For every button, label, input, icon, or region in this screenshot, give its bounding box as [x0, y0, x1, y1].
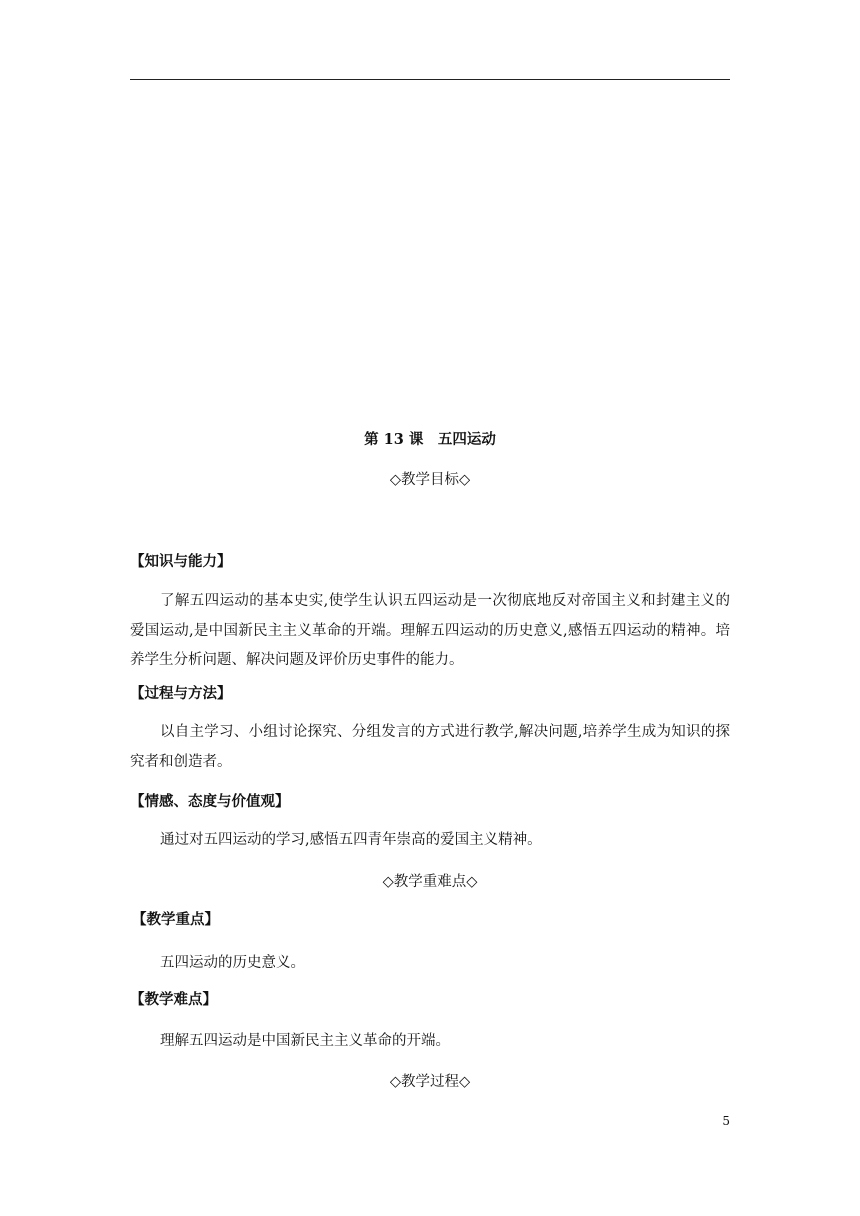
process-method-heading: 【过程与方法】 — [130, 685, 232, 702]
key-point-text: 五四运动的历史意义。 — [160, 955, 305, 971]
knowledge-ability-heading: 【知识与能力】 — [130, 553, 232, 570]
difficult-point-heading: 【教学难点】 — [130, 991, 217, 1008]
section-heading-process: ◇教学过程◇ — [389, 1074, 471, 1090]
section-heading-key-points: ◇教学重难点◇ — [382, 874, 478, 890]
emotion-values-heading: 【情感、态度与价值观】 — [130, 793, 290, 810]
key-point-heading: 【教学重点】 — [132, 911, 219, 928]
lesson-title: 第 13 课 五四运动 — [364, 431, 496, 448]
section-heading-objectives: ◇教学目标◇ — [389, 472, 471, 488]
header-rule — [130, 79, 730, 80]
difficult-point-text: 理解五四运动是中国新民主主义革命的开端。 — [160, 1033, 450, 1049]
knowledge-ability-text: 了解五四运动的基本史实,使学生认识五四运动是一次彻底地反对帝国主义和封建主义的爱国运动,是中国新民主主义革命的开端。理解五四运动的历史意义,感悟五四运动的精神。培养学生分析问题、解决问题及评价历史事件的能力。 — [130, 593, 730, 668]
process-method-text: 以自主学习、小组讨论探究、分组发言的方式进行教学,解决问题,培养学生成为知识的探究者和创造者。 — [130, 724, 730, 770]
page-number: 5 — [722, 1114, 730, 1128]
emotion-values-text: 通过对五四运动的学习,感悟五四青年崇高的爱国主义精神。 — [160, 832, 542, 848]
